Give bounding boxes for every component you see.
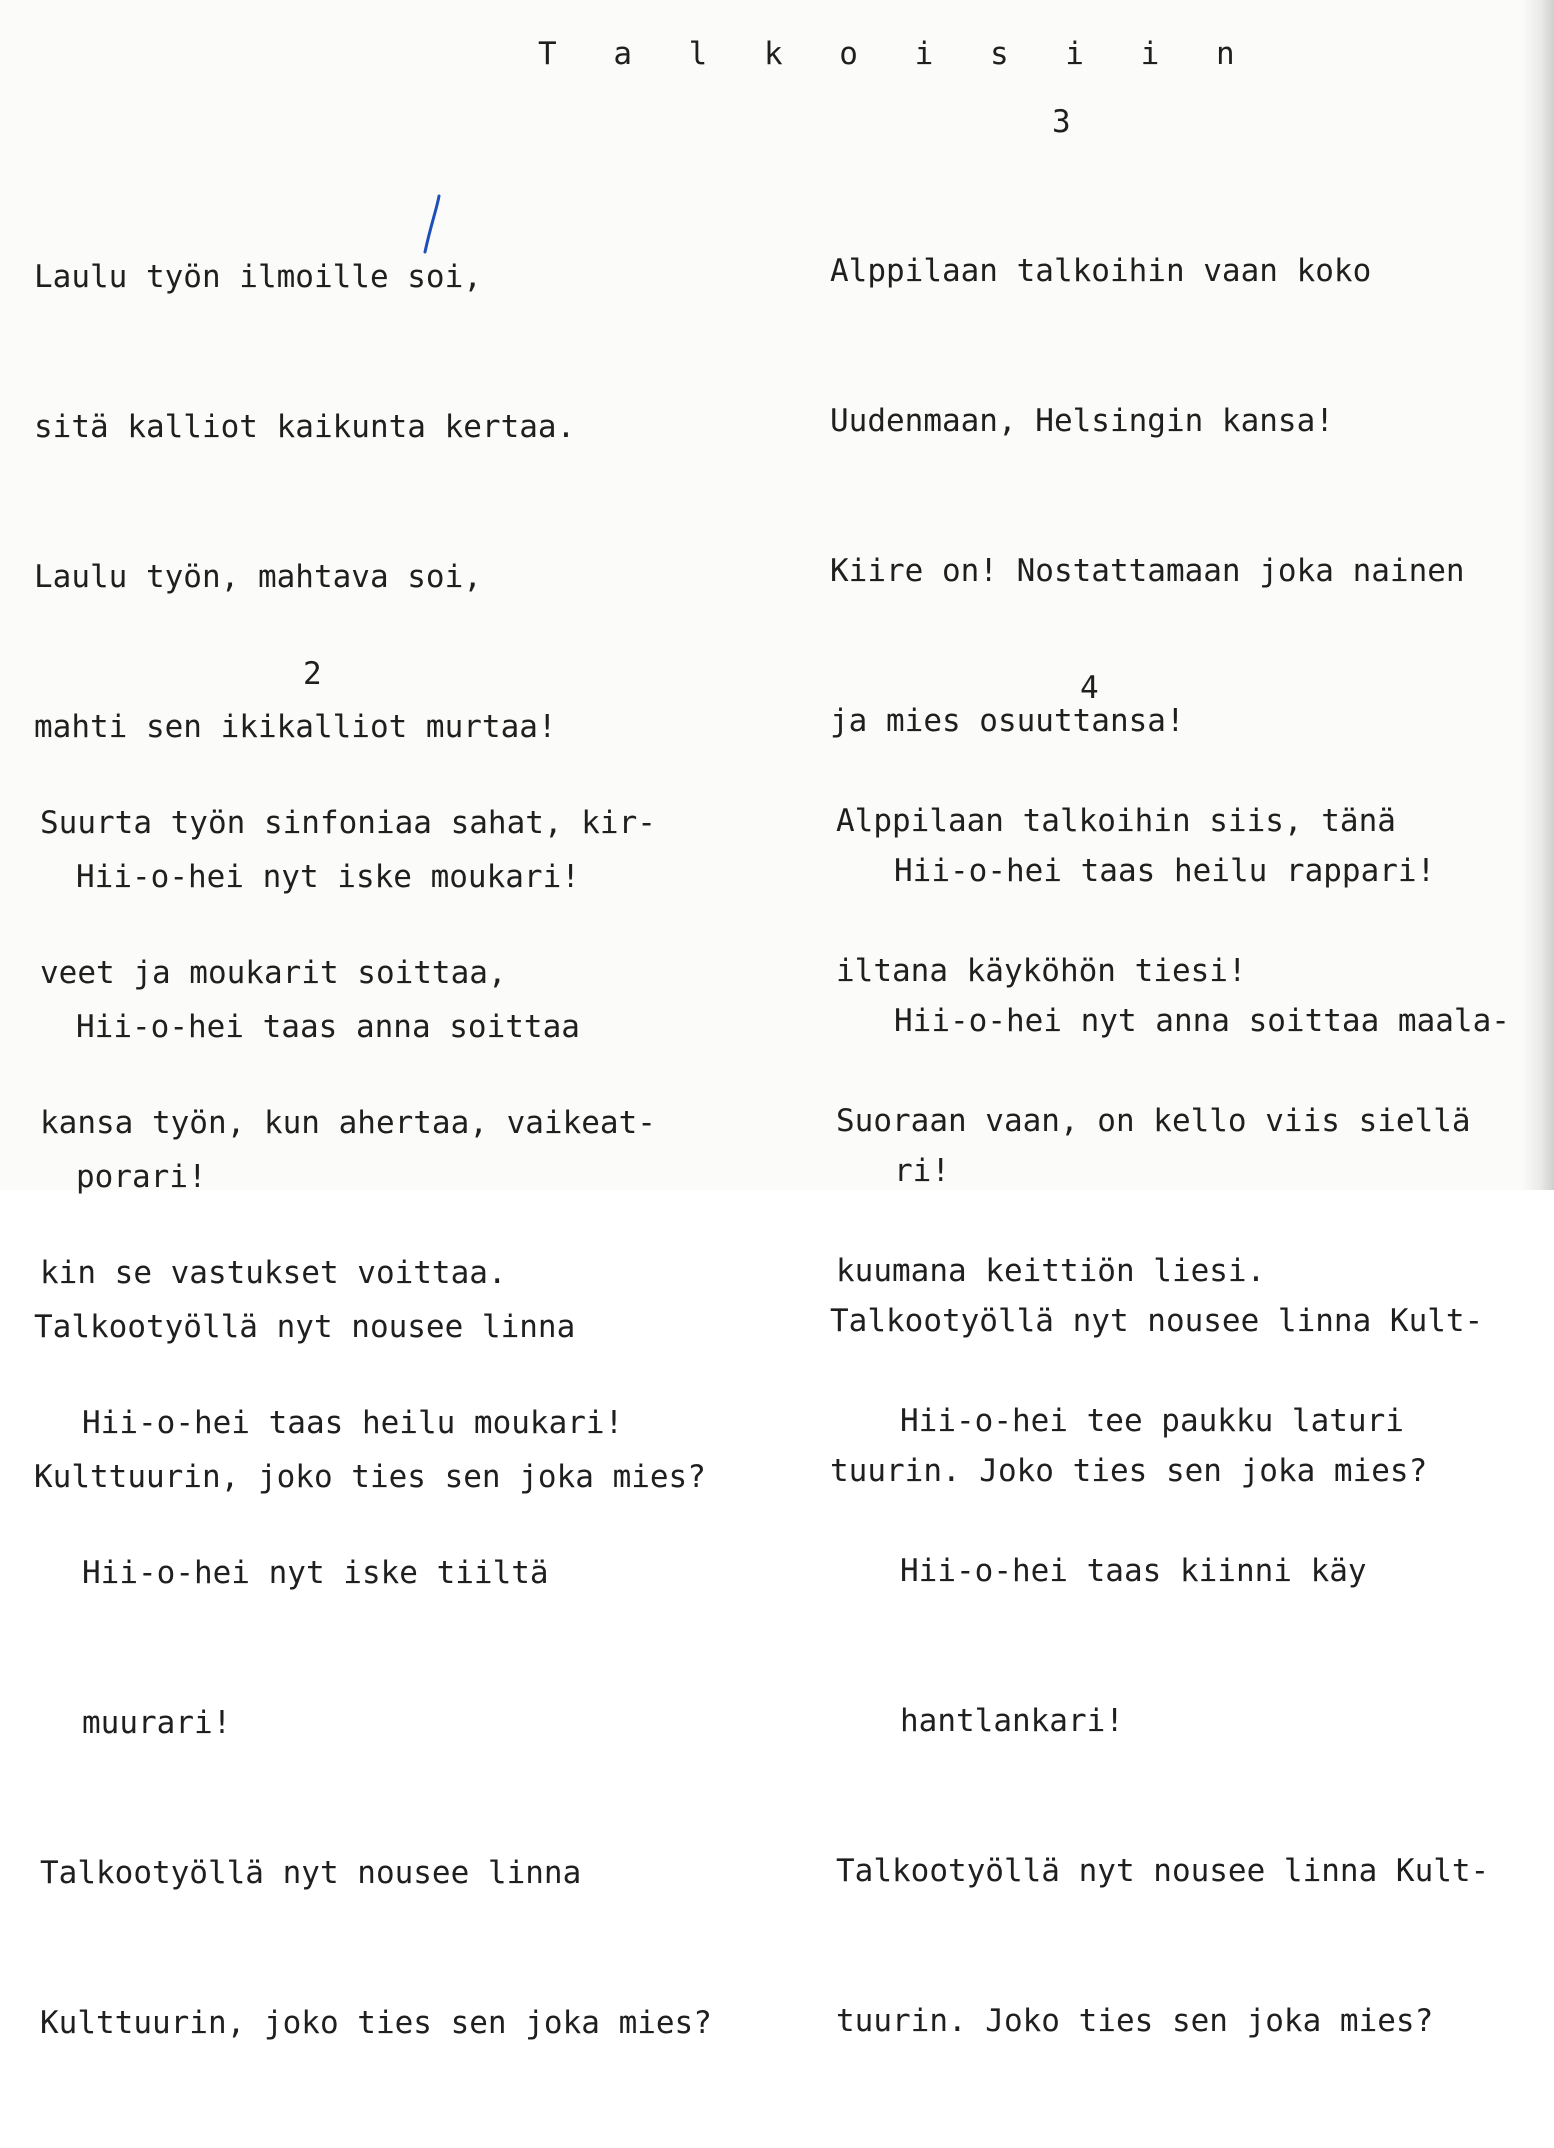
stanza-1-line-7: porari! xyxy=(76,1159,207,1195)
stanza-4-line-4: kuumana keittiön liesi. xyxy=(836,1253,1266,1289)
stanza-4-line-2: iltana käyköhön tiesi! xyxy=(836,953,1247,989)
stanza-2-line-7: muurari! xyxy=(82,1705,232,1741)
stanza-4-line-7: hantlankari! xyxy=(900,1703,1124,1739)
poem-title: T a l k o i s i i n xyxy=(538,36,1254,72)
stanza-1-line-6: Hii-o-hei taas anna soittaa xyxy=(76,1009,580,1045)
stanza-1-line-8: Talkootyöllä nyt nousee linna xyxy=(34,1309,576,1345)
stanza-3-line-9: tuurin. Joko ties sen joka mies? xyxy=(830,1453,1428,1489)
stanza-1-line-9: Kulttuurin, joko ties sen joka mies? xyxy=(34,1459,706,1495)
stanza-2-number: 2 xyxy=(303,656,322,692)
stanza-2-line-3: kansa työn, kun ahertaa, vaikeat- xyxy=(40,1105,656,1141)
stanza-2-line-1: Suurta työn sinfoniaa sahat, kir- xyxy=(40,805,656,841)
stanza-2-line-6: Hii-o-hei nyt iske tiiltä xyxy=(82,1555,549,1591)
stanza-4-line-6: Hii-o-hei taas kiinni käy xyxy=(900,1553,1367,1589)
stanza-4-line-3: Suoraan vaan, on kello viis siellä xyxy=(836,1103,1471,1139)
stanza-2-line-2: veet ja moukarit soittaa, xyxy=(40,955,507,991)
stanza-3-line-3: Kiire on! Nostattamaan joka nainen xyxy=(830,553,1465,589)
stanza-1-line-5: Hii-o-hei nyt iske moukari! xyxy=(76,859,580,895)
stanza-2-line-8: Talkootyöllä nyt nousee linna xyxy=(40,1855,582,1891)
stanza-2-line-4: kin se vastukset voittaa. xyxy=(40,1255,507,1291)
stanza-3-line-7: ri! xyxy=(894,1153,950,1189)
stanza-1-line-1: Laulu työn ilmoille soi, xyxy=(34,259,482,295)
stanza-2-line-5: Hii-o-hei taas heilu moukari! xyxy=(82,1405,624,1441)
stanza-1-line-2: sitä kalliot kaikunta kertaa. xyxy=(34,409,576,445)
stanza-4-line-5: Hii-o-hei tee paukku laturi xyxy=(900,1403,1404,1439)
stanza-4-number: 4 xyxy=(1080,670,1099,706)
stanza-3-line-4: ja mies osuuttansa! xyxy=(830,703,1185,739)
stanza-4-line-9: tuurin. Joko ties sen joka mies? xyxy=(836,2003,1434,2039)
stanza-3-line-8: Talkootyöllä nyt nousee linna Kult- xyxy=(830,1303,1484,1339)
page-edge-shadow xyxy=(1522,0,1554,1190)
stanza-4-line-1: Alppilaan talkoihin siis, tänä xyxy=(836,803,1396,839)
stanza-1-line-3: Laulu työn, mahtava soi, xyxy=(34,559,482,595)
stanza-3-number: 3 xyxy=(1052,104,1071,140)
stanza-3-line-1: Alppilaan talkoihin vaan koko xyxy=(830,253,1372,289)
stanza-2-line-9: Kulttuurin, joko ties sen joka mies? xyxy=(40,2005,712,2041)
stanza-1-line-4: mahti sen ikikalliot murtaa! xyxy=(34,709,557,745)
stanza-4-line-8: Talkootyöllä nyt nousee linna Kult- xyxy=(836,1853,1490,1889)
stanza-4 xyxy=(836,696,1489,2146)
stanza-3-line-6: Hii-o-hei nyt anna soittaa maala- xyxy=(894,1003,1510,1039)
stanza-2 xyxy=(40,698,712,2148)
stanza-3-line-2: Uudenmaan, Helsingin kansa! xyxy=(830,403,1334,439)
stanza-3-line-5: Hii-o-hei taas heilu rappari! xyxy=(894,853,1436,889)
